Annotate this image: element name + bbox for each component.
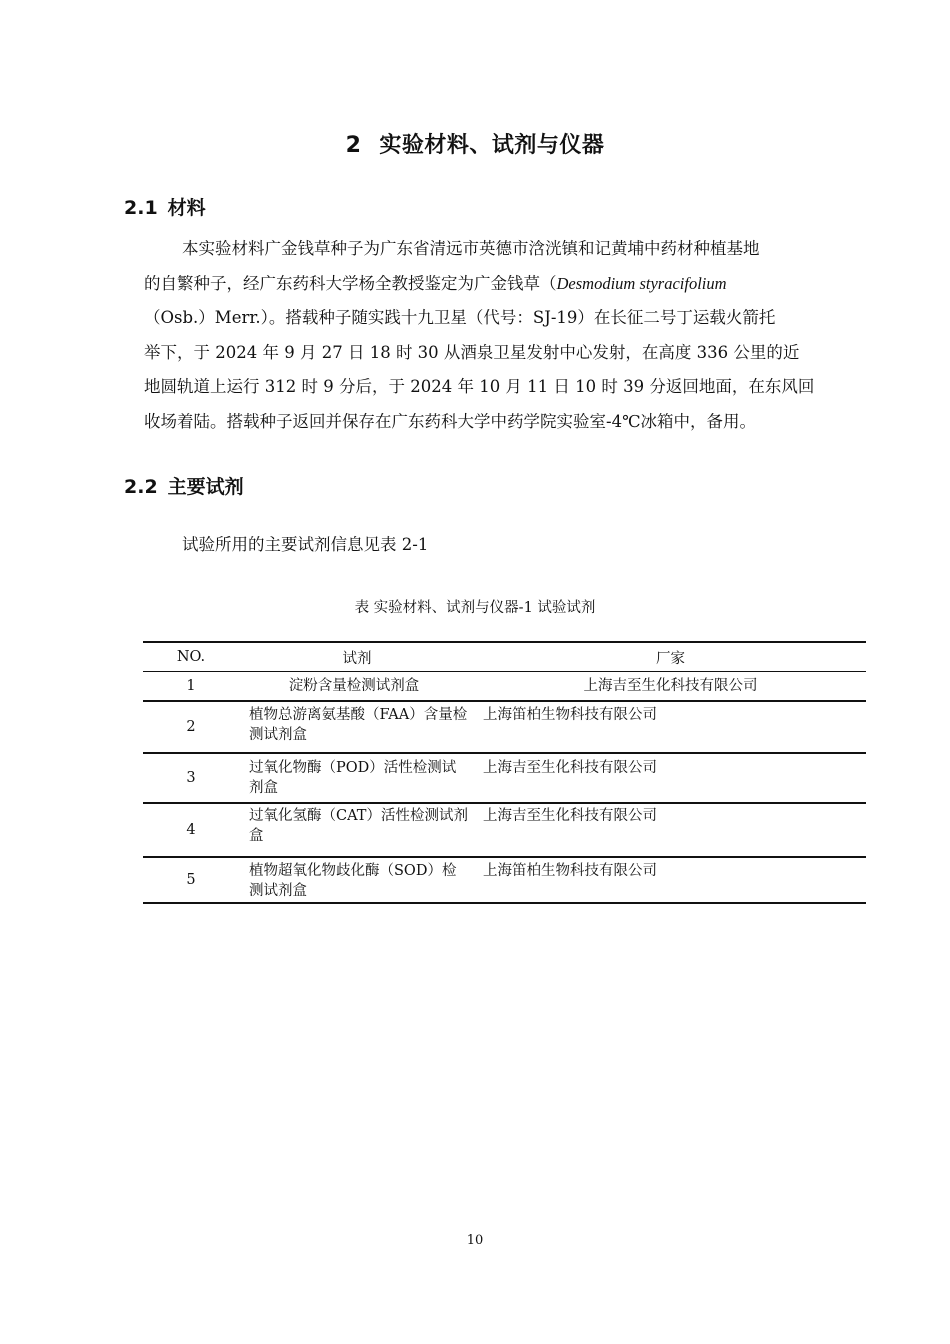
materials-paragraph [144, 232, 834, 439]
section-heading-materials [124, 193, 206, 220]
cell-no: 2 [143, 701, 239, 753]
chapter-title [0, 128, 950, 159]
paragraph-line: 地圆轨道上运行 312 时 9 分后，于 2024 年 10 月 11 日 10 时 39 分返回地面，在东风回 [144, 377, 815, 396]
cell-manufacturer: 上海吉至生化科技有限公司 [475, 672, 866, 702]
paragraph-line: 举下，于 2024 年 9 月 27 日 18 时 30 从酒泉卫星发射中心发射，在高度 336 公里的近 [144, 342, 800, 362]
paragraph-line: 本实验材料广金钱草种子为广东省清远市英德市浛洸镇和记黄埔中药材种植基地 [182, 239, 760, 258]
chapter-title-text: 实验材料、试剂与仪器 [379, 133, 605, 158]
section-number: 2.2 [124, 476, 158, 498]
header-no: NO. [143, 642, 239, 672]
cell-no: 4 [143, 803, 239, 857]
cell-manufacturer: 上海吉至生化科技有限公司 [475, 753, 866, 803]
table-row [143, 672, 866, 702]
table-row [143, 701, 866, 753]
cell-reagent: 淀粉含量检测试剂盒 [239, 672, 475, 702]
cell-reagent: 植物超氧化物歧化酶（SOD）检测试剂盒 [239, 857, 475, 903]
cell-no: 3 [143, 753, 239, 803]
paragraph-line [144, 267, 834, 302]
table-row [143, 803, 866, 857]
cell-reagent: 过氧化物酶（POD）活性检测试剂盒 [239, 753, 475, 803]
section-title: 主要试剂 [167, 476, 244, 498]
cell-reagent: 植物总游离氨基酸（FAA）含量检测试剂盒 [239, 701, 475, 753]
chapter-number: 2 [345, 133, 362, 158]
table-caption: 表 实验材料、试剂与仪器-1 试验试剂 [354, 600, 596, 616]
header-reagent: 试剂 [239, 642, 475, 672]
species-name: Desmodium styracifolium [556, 273, 727, 293]
table-row [143, 753, 866, 803]
reagents-table [143, 641, 866, 904]
cell-no: 1 [143, 672, 239, 702]
cell-no: 5 [143, 857, 239, 903]
cell-manufacturer: 上海笛柏生物科技有限公司 [475, 701, 866, 753]
section-title: 材料 [167, 197, 206, 219]
cell-manufacturer: 上海笛柏生物科技有限公司 [475, 857, 866, 903]
table-header-row [143, 642, 866, 672]
section-heading-reagents [124, 472, 244, 499]
section-number: 2.1 [124, 197, 158, 219]
cell-reagent: 过氧化氢酶（CAT）活性检测试剂盒 [239, 803, 475, 857]
header-manufacturer: 厂家 [475, 642, 866, 672]
page-number: 10 [466, 1233, 484, 1248]
paragraph-line: （Osb.）Merr.）。搭载种子随实践十九卫星（代号：SJ-19）在长征二号丁运载火箭托 [144, 308, 776, 327]
table-row [143, 857, 866, 903]
paragraph-text: 的自繁种子，经广东药科大学杨全教授鉴定为广金钱草（ [144, 273, 557, 293]
paragraph-line: 收场着陆。搭载种子返回并保存在广东药科大学中药学院实验室-4℃冰箱中，备用。 [144, 411, 757, 431]
reagents-intro: 试验所用的主要试剂信息见表 2-1 [182, 535, 429, 554]
cell-manufacturer: 上海吉至生化科技有限公司 [475, 803, 866, 857]
